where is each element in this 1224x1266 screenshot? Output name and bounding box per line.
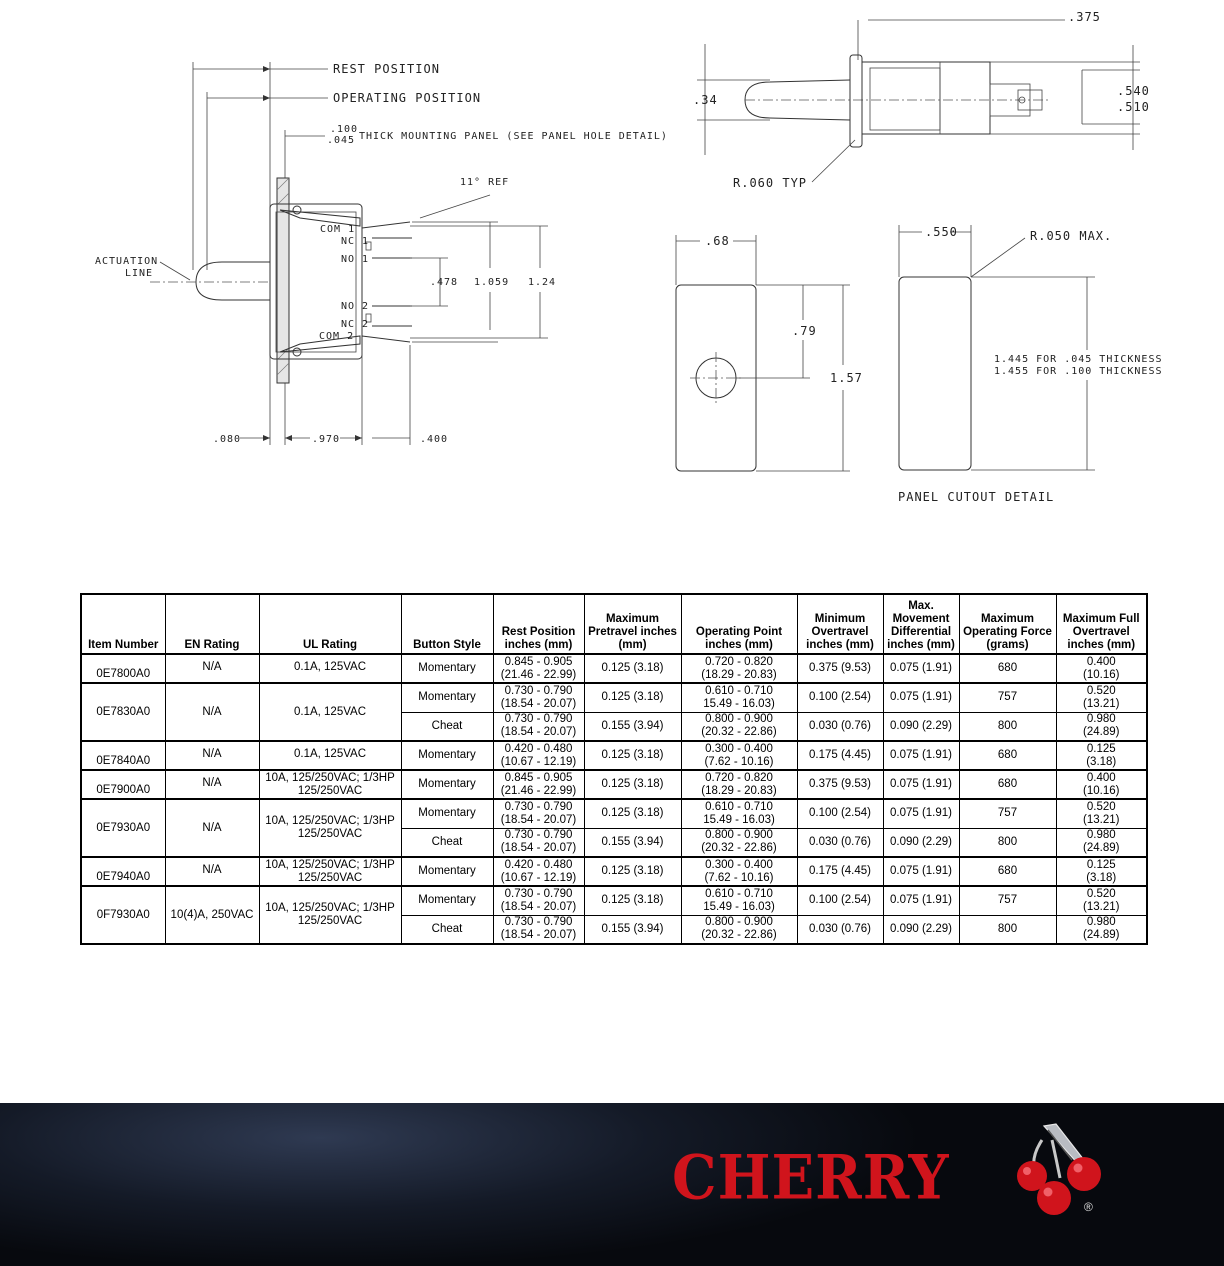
item-number-cell: 0E7830A0 <box>81 683 165 741</box>
operating-point-cell-inches: 0.610 - 0.710 <box>705 800 773 813</box>
full-overtravel-cell-mm: (13.21) <box>1083 900 1120 913</box>
operating-point-cell <box>681 741 797 770</box>
full-overtravel-cell-inches: 0.125 <box>1086 742 1116 755</box>
registered-mark: ® <box>1084 1200 1093 1214</box>
operating-point-cell <box>681 712 797 741</box>
overtravel-cell: 0.030 (0.76) <box>797 915 883 944</box>
overtravel-cell: 0.175 (4.45) <box>797 741 883 770</box>
rest-position-cell-inches: 0.730 - 0.790 <box>504 684 573 697</box>
pretravel-cell: 0.125 (3.18) <box>584 886 681 915</box>
operating-position-label: OPERATING POSITION <box>333 91 482 105</box>
rest-position-cell <box>493 741 584 770</box>
operating-force-cell: 757 <box>959 799 1056 828</box>
dim-540: .540 <box>1117 84 1150 98</box>
pretravel-cell: 0.125 (3.18) <box>584 683 681 712</box>
header-max-pretravel: Maximum Pretravel inches (mm) <box>584 594 681 654</box>
rest-position-cell-mm: (10.67 - 12.19) <box>500 871 577 884</box>
terminal-no1: NO 1 <box>341 254 370 265</box>
differential-cell: 0.075 (1.91) <box>883 857 959 886</box>
rest-position-cell-inches: 0.420 - 0.480 <box>504 742 573 755</box>
rest-position-cell-mm: (21.46 - 22.99) <box>500 668 577 681</box>
dim-080: .080 <box>213 434 242 445</box>
rest-position-cell <box>493 857 584 886</box>
ul-rating-cell <box>259 741 401 770</box>
pretravel-cell: 0.155 (3.94) <box>584 828 681 857</box>
rest-position-cell-inches: 0.730 - 0.790 <box>504 887 573 900</box>
full-overtravel-cell-inches: 0.520 <box>1086 800 1116 813</box>
technical-drawings <box>0 0 1224 560</box>
ul-rating-cell <box>259 770 401 799</box>
panel-cutout-drawing <box>898 225 1163 504</box>
panel-note: THICK MOUNTING PANEL (SEE PANEL HOLE DETAIL) <box>359 131 668 142</box>
operating-force-cell: 680 <box>959 741 1056 770</box>
ul-rating-cell <box>259 683 401 741</box>
full-overtravel-cell-inches: 0.400 <box>1086 771 1116 784</box>
full-overtravel-cell-mm: (24.89) <box>1083 726 1120 739</box>
item-number-cell: 0E7930A0 <box>81 799 165 857</box>
en-rating-cell: N/A <box>165 770 259 799</box>
overtravel-cell: 0.375 (9.53) <box>797 654 883 683</box>
dim-1059: 1.059 <box>474 277 510 288</box>
en-rating-cell: N/A <box>165 741 259 770</box>
rest-position-cell-inches: 0.730 - 0.790 <box>504 713 573 726</box>
differential-cell: 0.075 (1.91) <box>883 886 959 915</box>
full-overtravel-cell-mm: (13.21) <box>1083 697 1120 710</box>
full-overtravel-cell-inches: 0.980 <box>1086 829 1116 842</box>
front-view-drawing <box>676 234 863 471</box>
operating-force-cell: 800 <box>959 828 1056 857</box>
cutout-note-045: 1.445 FOR .045 THICKNESS <box>994 354 1163 365</box>
dim-400: .400 <box>420 434 449 445</box>
full-overtravel-cell-mm: (10.16) <box>1083 668 1120 681</box>
terminal-nc1: NC 1 <box>341 236 370 247</box>
header-max-operating-force: Maximum Operating Force (grams) <box>959 594 1056 654</box>
header-max-full-overtravel: Maximum Full Overtravel inches (mm) <box>1056 594 1147 654</box>
full-overtravel-cell-mm: (3.18) <box>1086 755 1117 768</box>
full-overtravel-cell <box>1056 915 1147 944</box>
differential-cell: 0.075 (1.91) <box>883 799 959 828</box>
full-overtravel-cell <box>1056 828 1147 857</box>
operating-point-cell-mm: (20.32 - 22.86) <box>701 842 777 855</box>
en-rating-cell: N/A <box>165 654 259 683</box>
rest-position-cell <box>493 799 584 828</box>
full-overtravel-cell-mm: (13.21) <box>1083 813 1120 826</box>
dim-157: 1.57 <box>830 371 863 385</box>
full-overtravel-cell <box>1056 857 1147 886</box>
full-overtravel-cell <box>1056 770 1147 799</box>
header-rest-position: Rest Position inches (mm) <box>493 594 584 654</box>
full-overtravel-cell <box>1056 741 1147 770</box>
table-row <box>81 770 1147 799</box>
en-rating-cell: N/A <box>165 683 259 741</box>
rest-position-cell-inches: 0.420 - 0.480 <box>504 858 573 871</box>
rest-position-cell-inches: 0.845 - 0.905 <box>504 655 573 668</box>
ul-rating-line: 0.1A, 125VAC <box>293 661 367 673</box>
full-overtravel-cell-inches: 0.400 <box>1086 655 1116 668</box>
operating-point-cell <box>681 799 797 828</box>
rest-position-cell <box>493 712 584 741</box>
header-button-style: Button Style <box>401 594 493 654</box>
terminal-com1: COM 1 <box>320 224 356 235</box>
full-overtravel-cell <box>1056 799 1147 828</box>
operating-point-cell <box>681 886 797 915</box>
overtravel-cell: 0.030 (0.76) <box>797 712 883 741</box>
dim-550: .550 <box>925 225 958 239</box>
panel-thickness-bottom: .045 <box>327 135 356 146</box>
pretravel-cell: 0.155 (3.94) <box>584 915 681 944</box>
differential-cell: 0.090 (2.29) <box>883 915 959 944</box>
dim-124: 1.24 <box>528 277 557 288</box>
operating-point-cell-mm: (18.29 - 20.83) <box>701 668 777 681</box>
rest-position-cell-mm: (21.46 - 22.99) <box>500 784 577 797</box>
operating-point-cell <box>681 915 797 944</box>
differential-cell: 0.075 (1.91) <box>883 770 959 799</box>
ul-rating-cell <box>259 654 401 683</box>
full-overtravel-cell-mm: (24.89) <box>1083 929 1120 942</box>
header-item-number: Item Number <box>81 594 165 654</box>
operating-point-cell-mm: (7.62 - 10.16) <box>704 871 774 884</box>
dim-34: .34 <box>693 93 718 107</box>
full-overtravel-cell-inches: 0.980 <box>1086 916 1116 929</box>
en-rating-cell: 10(4)A, 250VAC <box>165 886 259 944</box>
operating-point-cell-mm: 15.49 - 16.03) <box>703 813 775 826</box>
overtravel-cell: 0.375 (9.53) <box>797 770 883 799</box>
rest-position-cell-inches: 0.730 - 0.790 <box>504 829 573 842</box>
operating-point-cell-inches: 0.300 - 0.400 <box>705 742 773 755</box>
overtravel-cell: 0.100 (2.54) <box>797 799 883 828</box>
terminal-nc2: NC 2 <box>341 319 370 330</box>
table-row <box>81 683 1147 712</box>
operating-force-cell: 680 <box>959 857 1056 886</box>
terminal-no2: NO 2 <box>341 301 370 312</box>
dim-68: .68 <box>705 234 730 248</box>
table-row <box>81 857 1147 886</box>
button-style-cell: Cheat <box>401 828 493 857</box>
rest-position-cell <box>493 828 584 857</box>
rest-position-cell-mm: (18.54 - 20.07) <box>500 726 577 739</box>
dim-79: .79 <box>792 324 817 338</box>
overtravel-cell: 0.175 (4.45) <box>797 857 883 886</box>
pretravel-cell: 0.125 (3.18) <box>584 770 681 799</box>
full-overtravel-cell-mm: (10.16) <box>1083 784 1120 797</box>
header-en-rating: EN Rating <box>165 594 259 654</box>
differential-cell: 0.075 (1.91) <box>883 741 959 770</box>
button-style-cell: Momentary <box>401 683 493 712</box>
full-overtravel-cell <box>1056 886 1147 915</box>
full-overtravel-cell <box>1056 712 1147 741</box>
overtravel-cell: 0.030 (0.76) <box>797 828 883 857</box>
rest-position-cell <box>493 915 584 944</box>
ul-rating-line: 10A, 125/250VAC; 1/3HP <box>265 902 395 914</box>
dim-375: .375 <box>1068 10 1101 24</box>
button-style-cell: Cheat <box>401 915 493 944</box>
differential-cell: 0.090 (2.29) <box>883 712 959 741</box>
full-overtravel-cell-inches: 0.125 <box>1086 858 1116 871</box>
operating-force-cell: 757 <box>959 683 1056 712</box>
button-style-cell: Momentary <box>401 799 493 828</box>
cutout-note-100: 1.455 FOR .100 THICKNESS <box>994 366 1163 377</box>
button-style-cell: Momentary <box>401 741 493 770</box>
rest-position-cell <box>493 683 584 712</box>
panel-thickness-top: .100 <box>330 124 359 135</box>
ul-rating-cell <box>259 857 401 886</box>
rest-position-cell-mm: (10.67 - 12.19) <box>500 755 577 768</box>
ul-rating-line: 10A, 125/250VAC; 1/3HP <box>265 815 395 827</box>
ul-rating-line: 0.1A, 125VAC <box>293 748 367 760</box>
rest-position-cell-inches: 0.730 - 0.790 <box>504 800 573 813</box>
ul-rating-cell <box>259 886 401 944</box>
ul-rating-line: 125/250VAC <box>297 871 363 884</box>
button-style-cell: Momentary <box>401 654 493 683</box>
button-style-cell: Cheat <box>401 712 493 741</box>
operating-point-cell-mm: (20.32 - 22.86) <box>701 929 777 942</box>
panel-cutout-title: PANEL CUTOUT DETAIL <box>898 490 1055 504</box>
rest-position-cell-mm: (18.54 - 20.07) <box>500 900 577 913</box>
operating-force-cell: 680 <box>959 770 1056 799</box>
header-operating-point: Operating Point inches (mm) <box>681 594 797 654</box>
item-number-cell: 0E7940A0 <box>81 857 165 886</box>
operating-point-cell <box>681 683 797 712</box>
table-row <box>81 886 1147 915</box>
cherry-logo-icon <box>1012 1120 1112 1220</box>
operating-force-cell: 800 <box>959 915 1056 944</box>
full-overtravel-cell-inches: 0.980 <box>1086 713 1116 726</box>
ul-rating-cell <box>259 799 401 857</box>
terminal-com2: COM 2 <box>319 331 355 342</box>
operating-point-cell-inches: 0.800 - 0.900 <box>705 916 773 929</box>
brand-name: CHERRY <box>672 1142 950 1214</box>
full-overtravel-cell <box>1056 683 1147 712</box>
operating-point-cell-mm: (20.32 - 22.86) <box>701 726 777 739</box>
item-number-cell: 0E7800A0 <box>81 654 165 683</box>
operating-point-cell-inches: 0.610 - 0.710 <box>705 684 773 697</box>
top-view-drawing <box>693 10 1150 190</box>
rest-position-cell <box>493 654 584 683</box>
dim-478: .478 <box>430 277 459 288</box>
overtravel-cell: 0.100 (2.54) <box>797 886 883 915</box>
table-row <box>81 799 1147 828</box>
operating-point-cell <box>681 857 797 886</box>
ul-rating-line: 125/250VAC <box>297 784 363 797</box>
header-movement-differential: Max. Movement Differential inches (mm) <box>883 594 959 654</box>
full-overtravel-cell-mm: (3.18) <box>1086 871 1117 884</box>
differential-cell: 0.075 (1.91) <box>883 683 959 712</box>
table-body <box>81 654 1147 944</box>
operating-point-cell-mm: (7.62 - 10.16) <box>704 755 774 768</box>
pretravel-cell: 0.155 (3.94) <box>584 712 681 741</box>
differential-cell: 0.075 (1.91) <box>883 654 959 683</box>
ul-rating-line: 0.1A, 125VAC <box>293 705 367 718</box>
operating-point-cell-mm: (18.29 - 20.83) <box>701 784 777 797</box>
pretravel-cell: 0.125 (3.18) <box>584 741 681 770</box>
en-rating-cell: N/A <box>165 857 259 886</box>
radius-050-label: R.050 MAX. <box>1030 229 1113 243</box>
ul-rating-line: 125/250VAC <box>297 828 363 840</box>
specification-table <box>80 593 1148 945</box>
actuation-line-label-1: ACTUATION <box>95 256 159 267</box>
pretravel-cell: 0.125 (3.18) <box>584 857 681 886</box>
button-style-cell: Momentary <box>401 857 493 886</box>
pretravel-cell: 0.125 (3.18) <box>584 654 681 683</box>
full-overtravel-cell-mm: (24.89) <box>1083 842 1120 855</box>
operating-point-cell-inches: 0.720 - 0.820 <box>705 655 773 668</box>
full-overtravel-cell-inches: 0.520 <box>1086 684 1116 697</box>
button-style-cell: Momentary <box>401 770 493 799</box>
dim-510: .510 <box>1117 100 1150 114</box>
rest-position-cell-inches: 0.730 - 0.790 <box>504 916 573 929</box>
operating-point-cell <box>681 770 797 799</box>
operating-force-cell: 680 <box>959 654 1056 683</box>
operating-point-cell-inches: 0.800 - 0.900 <box>705 829 773 842</box>
operating-point-cell <box>681 828 797 857</box>
operating-force-cell: 800 <box>959 712 1056 741</box>
operating-point-cell-inches: 0.720 - 0.820 <box>705 771 773 784</box>
header-ul-rating: UL Rating <box>259 594 401 654</box>
radius-060-label: R.060 TYP <box>733 176 808 190</box>
table-header-row <box>81 594 1147 654</box>
actuation-line-label-2: LINE <box>125 268 154 279</box>
dim-970: .970 <box>312 434 341 445</box>
side-view-drawing <box>95 62 668 445</box>
rest-position-cell-mm: (18.54 - 20.07) <box>500 697 577 710</box>
en-rating-cell: N/A <box>165 799 259 857</box>
item-number-cell: 0E7900A0 <box>81 770 165 799</box>
rest-position-cell <box>493 770 584 799</box>
operating-point-cell-mm: 15.49 - 16.03) <box>703 697 775 710</box>
table-row <box>81 654 1147 683</box>
rest-position-cell-mm: (18.54 - 20.07) <box>500 842 577 855</box>
ul-rating-line: 10A, 125/250VAC; 1/3HP <box>265 771 395 784</box>
rest-position-cell <box>493 886 584 915</box>
header-min-overtravel: Minimum Overtravel inches (mm) <box>797 594 883 654</box>
table-row <box>81 741 1147 770</box>
operating-point-cell-inches: 0.610 - 0.710 <box>705 887 773 900</box>
rest-position-cell-mm: (18.54 - 20.07) <box>500 813 577 826</box>
ul-rating-line: 10A, 125/250VAC; 1/3HP <box>265 858 395 871</box>
item-number-cell: 0F7930A0 <box>81 886 165 944</box>
overtravel-cell: 0.100 (2.54) <box>797 683 883 712</box>
operating-point-cell-mm: 15.49 - 16.03) <box>703 900 775 913</box>
operating-point-cell <box>681 654 797 683</box>
operating-point-cell-inches: 0.300 - 0.400 <box>705 858 773 871</box>
operating-point-cell-inches: 0.800 - 0.900 <box>705 713 773 726</box>
differential-cell: 0.090 (2.29) <box>883 828 959 857</box>
full-overtravel-cell <box>1056 654 1147 683</box>
full-overtravel-cell-inches: 0.520 <box>1086 887 1116 900</box>
pretravel-cell: 0.125 (3.18) <box>584 799 681 828</box>
operating-force-cell: 757 <box>959 886 1056 915</box>
rest-position-cell-mm: (18.54 - 20.07) <box>500 929 577 942</box>
button-style-cell: Momentary <box>401 886 493 915</box>
angle-ref-label: 11° REF <box>460 177 510 188</box>
ul-rating-line: 125/250VAC <box>297 915 363 927</box>
rest-position-label: REST POSITION <box>333 62 440 76</box>
rest-position-cell-inches: 0.845 - 0.905 <box>504 771 573 784</box>
item-number-cell: 0E7840A0 <box>81 741 165 770</box>
